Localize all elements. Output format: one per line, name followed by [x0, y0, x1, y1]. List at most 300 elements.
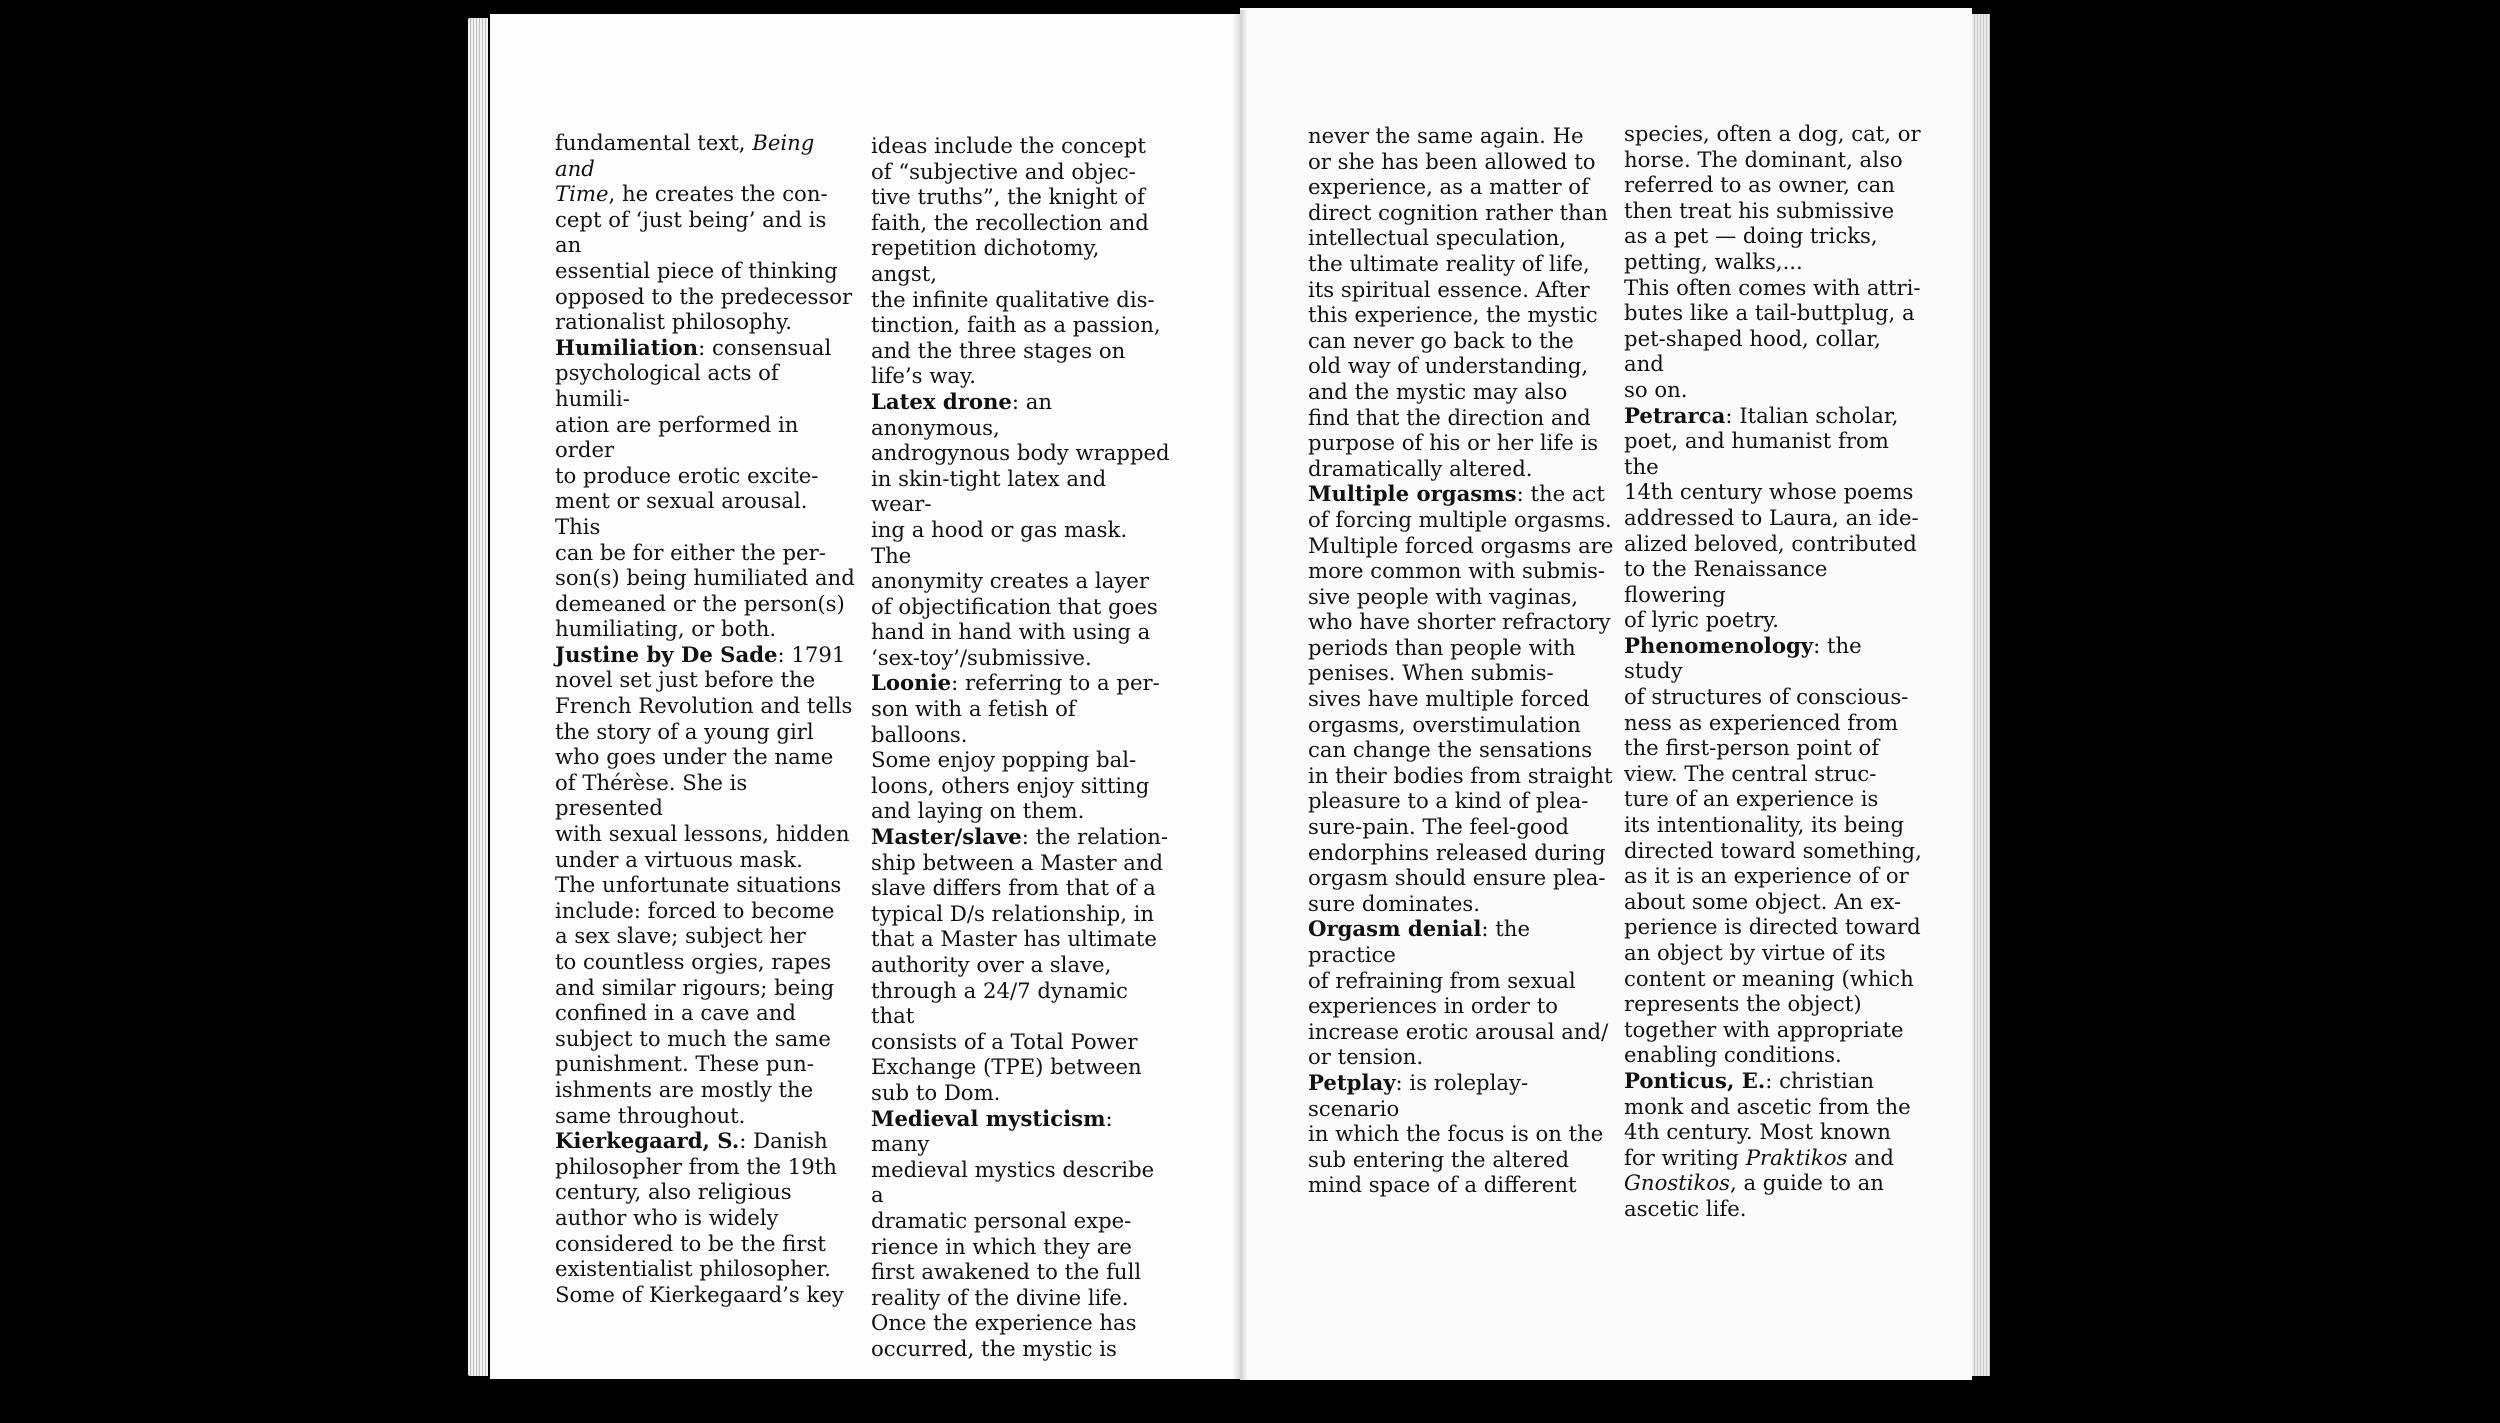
text-run: same throughout.	[555, 1102, 746, 1128]
text-run: ness as experienced from	[1624, 709, 1899, 735]
text-line	[1308, 891, 1618, 917]
text-line	[555, 898, 855, 924]
text-line	[1308, 686, 1618, 712]
text-line	[1624, 147, 1924, 173]
text-run: century, also religious	[555, 1179, 792, 1205]
text-line	[555, 949, 855, 975]
text-line	[871, 312, 1171, 338]
text-run: tinction, faith as a passion,	[871, 312, 1161, 338]
text-run: horse. The dominant, also	[1624, 146, 1903, 172]
text-run: periods than people with	[1308, 634, 1576, 660]
entry-term: Orgasm denial	[1308, 916, 1482, 942]
text-line	[871, 517, 1171, 568]
text-line	[555, 1179, 855, 1205]
text-run: psychological acts of humili-	[555, 360, 779, 411]
text-run: the first-person point of	[1624, 735, 1880, 761]
text-run: faith, the recollection and	[871, 209, 1149, 235]
text-run: philosopher from the 19th	[555, 1153, 837, 1179]
text-line	[555, 770, 855, 821]
text-run: Some enjoy popping bal-	[871, 747, 1137, 773]
text-line	[871, 952, 1171, 978]
text-run: to the Renaissance flowering	[1624, 556, 1828, 607]
text-run: fundamental text,	[555, 130, 753, 155]
text-run: represents the object)	[1624, 991, 1862, 1017]
text-run: : referring to a per-	[951, 670, 1160, 696]
text-line	[1308, 225, 1618, 251]
text-line	[555, 642, 855, 668]
text-line	[871, 1029, 1171, 1055]
text-run: : 1791	[777, 641, 846, 667]
text-line	[555, 463, 855, 489]
text-run: demeaned or the person(s)	[555, 590, 845, 616]
text-run: together with appropriate	[1624, 1016, 1904, 1042]
text-run: : the relation-	[1021, 824, 1169, 850]
text-line	[555, 207, 855, 258]
text-line	[555, 565, 855, 591]
text-line	[871, 773, 1171, 799]
text-run: of Thérèse. She is presented	[555, 769, 748, 821]
text-line	[1308, 865, 1618, 891]
entry-term: Loonie	[871, 670, 952, 696]
text-line	[871, 363, 1171, 389]
text-run: , he creates the con-	[608, 181, 828, 207]
text-run: The unfortunate situations	[555, 872, 842, 898]
text-run: mind space of a different	[1308, 1172, 1577, 1198]
text-line	[1624, 479, 1924, 505]
text-line	[1308, 558, 1618, 584]
text-line	[871, 670, 1171, 696]
text-run: pet-shaped hood, collar, and	[1624, 325, 1881, 377]
text-line	[1624, 914, 1924, 940]
text-run: son with a fetish of balloons.	[871, 696, 1076, 747]
text-line	[555, 1051, 855, 1077]
entry-term: Ponticus, E.	[1624, 1067, 1766, 1093]
text-run: : consensual	[698, 334, 832, 360]
text-run: the ultimate reality of life,	[1308, 250, 1590, 276]
text-run: increase erotic arousal and/	[1308, 1018, 1609, 1044]
text-run: orgasms, overstimulation	[1308, 711, 1581, 737]
text-run: ishments are mostly the	[555, 1076, 814, 1102]
text-run: butes like a tail-buttplug, a	[1624, 300, 1915, 326]
text-run: or tension.	[1308, 1044, 1424, 1070]
text-run: : Danish	[739, 1128, 828, 1154]
text-line	[555, 258, 855, 284]
text-run: in which the focus is on the	[1308, 1121, 1604, 1147]
text-line	[871, 133, 1171, 159]
text-run: life’s way.	[871, 363, 976, 389]
text-run: Once the experience has	[871, 1310, 1137, 1336]
page-edges-left	[468, 18, 488, 1376]
text-line	[1308, 251, 1618, 277]
text-run: This often comes with attri-	[1624, 274, 1921, 300]
text-line	[1624, 838, 1924, 864]
text-run: an object by virtue of its	[1624, 940, 1886, 965]
text-run: : is roleplay-scenario	[1308, 1069, 1529, 1121]
text-run: first awakened to the full	[871, 1259, 1142, 1285]
text-run: purpose of his or her life is	[1308, 430, 1599, 456]
text-line	[871, 568, 1171, 594]
text-line	[1308, 660, 1618, 686]
text-line	[555, 1282, 855, 1308]
page-edges-right	[1972, 14, 1990, 1376]
text-run: can never go back to the	[1308, 327, 1574, 353]
text-run: of structures of conscious-	[1624, 684, 1909, 710]
text-run: of lyric poetry.	[1624, 607, 1779, 633]
text-line	[555, 488, 855, 539]
text-run: ‘sex-toy’/submissive.	[871, 644, 1092, 670]
text-run: confined in a cave and	[555, 1000, 796, 1026]
text-line	[1624, 428, 1924, 479]
text-line	[1624, 966, 1924, 992]
text-line	[1308, 481, 1618, 507]
text-line	[871, 440, 1171, 466]
text-line	[1624, 710, 1924, 736]
text-line	[1308, 174, 1618, 200]
text-run: can change the sensations	[1308, 737, 1593, 763]
entry-term: Medieval mysticism	[871, 1105, 1106, 1131]
text-run: medieval mystics describe a	[871, 1156, 1155, 1208]
text-line	[555, 1026, 855, 1052]
text-run: : christian	[1765, 1067, 1874, 1093]
text-run: sub entering the altered	[1308, 1146, 1570, 1172]
text-run: experience, as a matter of	[1308, 174, 1589, 200]
text-run: Some of Kierkegaard’s key	[555, 1281, 844, 1307]
text-line	[871, 1106, 1171, 1157]
text-line	[555, 693, 855, 719]
text-line	[1624, 1145, 1924, 1171]
text-run: dramatically altered.	[1308, 455, 1533, 481]
entry-term: Petrarca	[1624, 402, 1726, 428]
text-line	[871, 338, 1171, 364]
text-line	[871, 901, 1171, 927]
text-run: then treat his submissive	[1624, 197, 1895, 223]
text-run: that a Master has ultimate	[871, 926, 1157, 952]
text-line	[555, 1256, 855, 1282]
text-line	[871, 850, 1171, 876]
italic-title: Time	[555, 181, 609, 207]
text-line	[871, 1336, 1171, 1362]
text-line	[1624, 275, 1924, 301]
text-line	[555, 284, 855, 310]
text-run: the story of a young girl	[555, 718, 814, 744]
text-line	[555, 1205, 855, 1231]
text-run: include: forced to become	[555, 897, 835, 923]
text-run: poet, and humanist from the	[1624, 428, 1889, 479]
text-line	[871, 747, 1171, 773]
text-run: sure-pain. The feel-good	[1308, 814, 1569, 840]
text-line	[1624, 1017, 1924, 1043]
text-run: alized beloved, contributed	[1624, 530, 1917, 556]
text-run: sure dominates.	[1308, 890, 1481, 916]
text-run: as it is an experience of or	[1624, 863, 1909, 889]
text-line	[871, 1054, 1171, 1080]
entry-term: Phenomenology	[1624, 632, 1814, 658]
text-line	[1624, 735, 1924, 761]
text-run: French Revolution and tells	[555, 693, 853, 719]
text-run: reality of the divine life.	[871, 1284, 1129, 1310]
text-run: under a virtuous mask.	[555, 846, 803, 872]
text-line	[1624, 940, 1924, 966]
text-line	[555, 872, 855, 898]
text-line	[1308, 328, 1618, 354]
text-line	[1308, 149, 1618, 175]
text-line	[555, 130, 855, 181]
text-line	[1624, 812, 1924, 838]
text-run: and the three stages on	[871, 337, 1126, 363]
text-run: ing a hood or gas mask. The	[871, 516, 1128, 568]
text-run: opposed to the predecessor	[555, 283, 853, 309]
text-line	[1308, 763, 1618, 789]
text-line	[1308, 1044, 1618, 1070]
entry-term: Latex drone	[871, 388, 1012, 414]
entry-term: Petplay	[1308, 1069, 1396, 1095]
text-run: author who is widely	[555, 1204, 779, 1230]
text-line	[1624, 249, 1924, 275]
text-run: dramatic personal expe-	[871, 1207, 1132, 1233]
text-run: more common with submis-	[1308, 558, 1605, 584]
text-line	[555, 923, 855, 949]
text-line	[1308, 1172, 1618, 1198]
text-run: tive truths”, the knight of	[871, 184, 1145, 210]
right-page-column-2	[1624, 121, 1924, 1222]
text-line	[1308, 353, 1618, 379]
italic-title: Being and	[555, 130, 815, 181]
text-line	[871, 696, 1171, 747]
text-run: to produce erotic excite-	[555, 462, 819, 488]
text-line	[871, 1310, 1171, 1336]
text-line	[1308, 1147, 1618, 1173]
text-run: : the practice	[1308, 916, 1530, 967]
text-line	[1624, 531, 1924, 557]
text-line	[555, 1154, 855, 1180]
text-run: consists of a Total Power	[871, 1028, 1138, 1054]
text-run: occurred, the mystic is	[871, 1335, 1117, 1361]
text-line	[1308, 123, 1618, 149]
text-run: sive people with vaginas,	[1308, 583, 1578, 609]
text-run: anonymity creates a layer	[871, 568, 1149, 594]
text-run: intellectual speculation,	[1308, 225, 1567, 251]
text-line	[1308, 456, 1618, 482]
text-run: considered to be the first	[555, 1230, 826, 1256]
text-run: and the mystic may also	[1308, 378, 1568, 404]
text-line	[1308, 405, 1618, 431]
text-line	[1308, 533, 1618, 559]
text-line	[871, 1234, 1171, 1260]
text-run: this experience, the mystic	[1308, 302, 1598, 328]
left-page-column-1	[555, 130, 855, 1307]
text-run: : Italian scholar,	[1725, 402, 1899, 428]
text-run: humiliating, or both.	[555, 616, 777, 642]
text-line	[871, 875, 1171, 901]
text-run: 4th century. Most known	[1624, 1119, 1891, 1145]
text-line	[871, 287, 1171, 313]
text-line	[1624, 863, 1924, 889]
text-run: referred to as owner, can	[1624, 172, 1895, 198]
text-line	[1308, 635, 1618, 661]
left-page-column-2	[871, 133, 1171, 1362]
text-line	[1308, 737, 1618, 763]
text-line	[555, 744, 855, 770]
text-run: addressed to Laura, an ide-	[1624, 504, 1919, 530]
text-line	[1624, 223, 1924, 249]
text-run: repetition dichotomy, angst,	[871, 235, 1100, 286]
text-run: to countless orgies, rapes	[555, 949, 832, 974]
text-line	[871, 184, 1171, 210]
text-run: old way of understanding,	[1308, 353, 1589, 379]
text-run: rationalist philosophy.	[555, 309, 793, 335]
text-line	[1308, 712, 1618, 738]
text-line	[871, 466, 1171, 517]
text-run: 14th century whose poems	[1624, 479, 1914, 505]
text-line	[1308, 507, 1618, 533]
text-run: for writing	[1624, 1144, 1746, 1170]
text-run: : many	[871, 1105, 1113, 1157]
text-line	[555, 1077, 855, 1103]
text-run: subject to much the same	[555, 1025, 831, 1051]
text-run: ideas include the concept	[871, 133, 1146, 158]
text-line	[1624, 633, 1924, 684]
text-line	[1624, 1170, 1924, 1196]
text-line	[555, 719, 855, 745]
text-run: its intentionality, its being	[1624, 812, 1905, 838]
text-run: androgynous body wrapped	[871, 440, 1170, 466]
text-run: in their bodies from straight	[1308, 762, 1613, 788]
text-line	[555, 412, 855, 463]
text-line	[871, 824, 1171, 850]
text-run: who goes under the name	[555, 744, 834, 770]
text-line	[1624, 1196, 1924, 1222]
text-line	[1624, 684, 1924, 710]
text-line	[1624, 121, 1924, 147]
italic-title: Praktikos	[1745, 1144, 1848, 1170]
text-line	[555, 309, 855, 335]
text-line	[1624, 1042, 1924, 1068]
text-run: and similar rigours; being	[555, 974, 835, 1000]
text-line	[871, 594, 1171, 620]
text-line	[1308, 993, 1618, 1019]
text-run: in skin-tight latex and wear-	[871, 465, 1107, 517]
text-run: Multiple forced orgasms are	[1308, 532, 1614, 558]
text-line	[1624, 889, 1924, 915]
italic-title: Gnostikos	[1624, 1170, 1730, 1196]
text-line	[871, 159, 1171, 185]
text-run: : the act	[1516, 481, 1605, 507]
text-line	[1308, 788, 1618, 814]
text-line	[1308, 609, 1618, 635]
text-run: pleasure to a kind of plea-	[1308, 788, 1589, 814]
text-run: ture of an experience is	[1624, 786, 1879, 812]
text-run: ment or sexual arousal. This	[555, 488, 808, 539]
text-line	[555, 591, 855, 617]
text-run: petting, walks,...	[1624, 248, 1803, 274]
entry-term: Justine by De Sade	[555, 641, 778, 667]
entry-term: Multiple orgasms	[1308, 481, 1517, 507]
text-run: orgasm should ensure plea-	[1308, 865, 1606, 891]
text-run: punishment. These pun-	[555, 1051, 814, 1077]
text-run: ascetic life.	[1624, 1195, 1747, 1221]
text-run: through a 24/7 dynamic that	[871, 977, 1128, 1029]
text-line	[871, 645, 1171, 671]
text-run: with sexual lessons, hidden	[555, 821, 850, 847]
text-line	[1624, 172, 1924, 198]
text-run: as a pet — doing tricks,	[1624, 223, 1878, 249]
text-run: authority over a slave,	[871, 952, 1112, 977]
text-run: slave differs from that of a	[871, 875, 1156, 901]
right-page-column-1	[1308, 123, 1618, 1198]
text-run: enabling conditions.	[1624, 1042, 1842, 1068]
text-run: or she has been allowed to	[1308, 148, 1596, 174]
text-run: can be for either the per-	[555, 539, 826, 565]
text-run: ship between a Master and	[871, 849, 1164, 875]
text-run: existentialist philosopher.	[555, 1256, 831, 1282]
text-run: son(s) being humiliated and	[555, 565, 855, 591]
text-line	[1624, 786, 1924, 812]
text-line	[555, 540, 855, 566]
text-line	[555, 1128, 855, 1154]
text-line	[555, 1000, 855, 1026]
text-line	[555, 975, 855, 1001]
text-run: and laying on them.	[871, 798, 1085, 824]
text-line	[871, 1208, 1171, 1234]
text-line	[871, 389, 1171, 440]
entry-term: Kierkegaard, S.	[555, 1128, 740, 1154]
text-run: direct cognition rather than	[1308, 199, 1608, 225]
text-run: essential piece of thinking	[555, 257, 838, 283]
text-line	[1624, 326, 1924, 377]
text-run: : the study	[1624, 632, 1862, 684]
entry-term: Humiliation	[555, 334, 699, 360]
text-run: directed toward something,	[1624, 837, 1922, 863]
text-run: Exchange (TPE) between	[871, 1054, 1142, 1080]
text-run: so on.	[1624, 376, 1688, 402]
text-line	[871, 1285, 1171, 1311]
text-run: penises. When submis-	[1308, 660, 1554, 686]
text-run: sives have multiple forced	[1308, 686, 1590, 712]
text-line	[1308, 916, 1618, 967]
book-gutter	[1232, 10, 1248, 1380]
text-run: rience in which they are	[871, 1233, 1132, 1259]
text-line	[1308, 968, 1618, 994]
text-run: of “subjective and objec-	[871, 158, 1136, 184]
text-line	[1624, 1068, 1924, 1094]
text-run: about some object. An ex-	[1624, 888, 1902, 914]
text-line	[871, 619, 1171, 645]
text-line	[871, 978, 1171, 1029]
text-line	[555, 847, 855, 873]
text-run: , a guide to an	[1729, 1170, 1884, 1196]
text-line	[555, 1231, 855, 1257]
text-line	[1624, 505, 1924, 531]
text-run: typical D/s relationship, in	[871, 900, 1155, 926]
text-line	[1308, 1121, 1618, 1147]
text-run: the infinite qualitative dis-	[871, 286, 1155, 312]
text-line	[1308, 277, 1618, 303]
text-run: never the same again. He	[1308, 123, 1584, 148]
text-line	[555, 181, 855, 207]
text-line	[1624, 403, 1924, 429]
text-run: of objectification that goes	[871, 593, 1158, 619]
text-line	[871, 210, 1171, 236]
text-line	[1624, 1094, 1924, 1120]
text-line	[1308, 1070, 1618, 1121]
text-line	[1624, 1119, 1924, 1145]
entry-term: Master/slave	[871, 824, 1022, 850]
text-line	[1624, 300, 1924, 326]
text-line	[1624, 556, 1924, 607]
text-run: ation are performed in order	[555, 411, 799, 463]
text-run: a sex slave; subject her	[555, 923, 806, 949]
text-run: of forcing multiple orgasms.	[1308, 506, 1612, 532]
